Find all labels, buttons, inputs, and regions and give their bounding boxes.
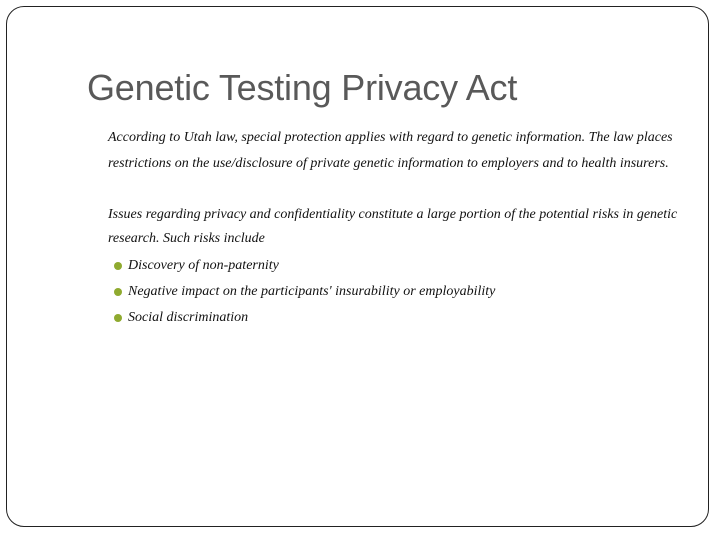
list-item-text: Negative impact on the participants' insurability or employability bbox=[128, 284, 496, 299]
intro-paragraph: According to Utah law, special protection applies with regard to genetic information. The law places restrictions on the use/disclosure of private genetic information to employers and to health insurers. bbox=[108, 130, 673, 171]
bullet-icon bbox=[114, 262, 122, 270]
list-item bbox=[108, 253, 698, 279]
list-item bbox=[108, 279, 698, 305]
risk-list bbox=[108, 253, 698, 331]
list-item-text: Discovery of non-paternity bbox=[128, 258, 279, 273]
risks-paragraph: Issues regarding privacy and confidentiality constitute a large portion of the potential risks in genetic research. Such risks include bbox=[108, 207, 678, 246]
list-item-text: Social discrimination bbox=[128, 310, 249, 325]
list-item bbox=[108, 305, 698, 331]
bullet-icon bbox=[114, 314, 122, 322]
slide-body bbox=[108, 125, 698, 331]
slide-frame bbox=[6, 6, 709, 527]
slide-title: Genetic Testing Privacy Act bbox=[87, 67, 518, 108]
bullet-icon bbox=[114, 288, 122, 296]
